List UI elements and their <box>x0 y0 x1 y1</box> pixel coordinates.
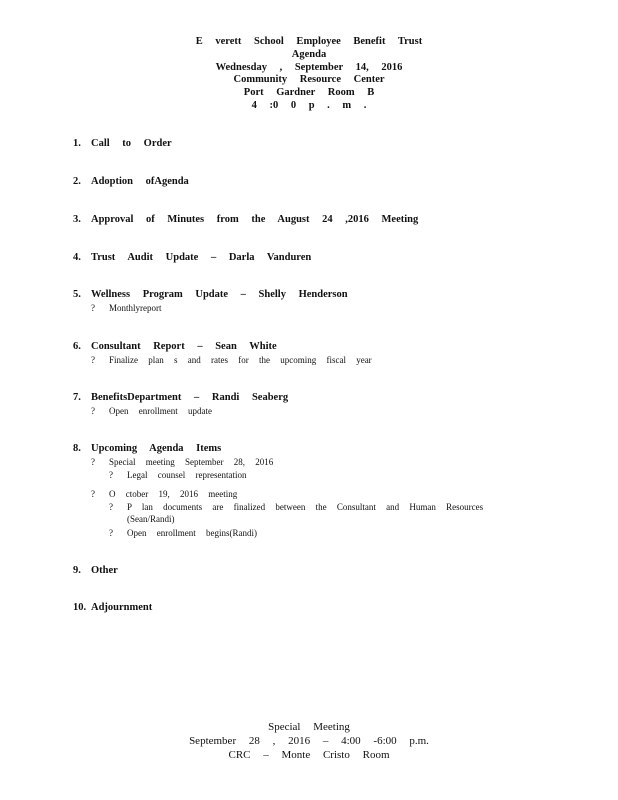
sub-item <box>91 456 483 469</box>
bullet-icon: ? <box>91 406 95 416</box>
item-title: BenefitsDepartment – Randi Seaberg <box>91 392 289 403</box>
doc-title: Agenda <box>291 48 327 60</box>
bullet-icon: ? <box>91 355 95 365</box>
org-title: E verett School Employee Benefit Trust <box>195 36 423 47</box>
meeting-time: 4 :0 0 p . m . <box>251 99 367 111</box>
sub-item-text: O ctober 19, 2016 meeting <box>109 489 238 499</box>
special-meeting-footer <box>0 720 618 762</box>
agenda-item-4 <box>73 252 311 263</box>
item-number: 10. <box>73 602 87 613</box>
item-number: 3. <box>73 214 81 225</box>
bullet-icon: ? <box>91 457 95 467</box>
item-title: Consultant Report – Sean White <box>91 341 277 352</box>
agenda-item-10 <box>73 602 152 613</box>
item-number: 1. <box>73 138 81 149</box>
sub-sub-item <box>109 469 483 482</box>
item-number: 7. <box>73 392 81 403</box>
bullet-icon: ? <box>109 470 113 480</box>
agenda-item-6 <box>73 341 372 367</box>
item-title: Adjournment <box>91 602 153 613</box>
item-number: 4. <box>73 252 81 263</box>
footer-location: CRC – Monte Cristo Room <box>228 749 390 761</box>
sub-item-text: Open enrollment begins(Randi) <box>127 528 257 538</box>
agenda-item-3 <box>73 214 418 225</box>
item-title: Approval of Minutes from the August 24 ,2016 Meeting <box>91 214 419 225</box>
sub-item <box>91 354 372 367</box>
sub-item <box>91 405 288 418</box>
item-title: Trust Audit Update – Darla Vanduren <box>91 252 312 263</box>
item-title: Wellness Program Update – Shelly Henderson <box>91 289 348 300</box>
sub-item-text: Special meeting September 28, 2016 <box>109 457 274 467</box>
meeting-venue: Community Resource Center <box>233 74 385 86</box>
sub-item-text: Finalize plan s and rates for the upcoming fiscal year <box>109 355 372 365</box>
agenda-item-5 <box>73 289 348 315</box>
bullet-icon: ? <box>109 502 113 512</box>
bullet-icon: ? <box>91 489 95 499</box>
item-title: Call to Order <box>91 138 172 149</box>
footer-date: September 28 , 2016 – 4:00 -6:00 p.m. <box>189 735 429 747</box>
meeting-date: Wednesday , September 14, 2016 <box>215 61 403 73</box>
meeting-room: Port Gardner Room B <box>243 87 375 99</box>
footer-title: Special Meeting <box>268 721 350 733</box>
item-number: 2. <box>73 176 81 187</box>
sub-sub-item <box>109 501 483 514</box>
item-number: 5. <box>73 289 81 300</box>
agenda-item-7 <box>73 392 288 418</box>
agenda-header <box>0 36 618 113</box>
agenda-item-1 <box>73 138 172 149</box>
sub-item <box>91 488 483 501</box>
sub-item-text: Legal counsel representation <box>127 470 247 480</box>
sub-item-text: Open enrollment update <box>109 406 212 416</box>
item-title: Other <box>91 565 118 576</box>
agenda-item-9 <box>73 565 118 576</box>
item-title: Adoption ofAgenda <box>91 176 189 187</box>
sub-sub-item <box>109 527 483 540</box>
sub-item-text: P lan documents are finalized between the Consultant and Human Resources <box>127 502 484 512</box>
item-number: 9. <box>73 565 81 576</box>
sub-item-continuation: (Sean/Randi) <box>127 514 175 524</box>
agenda-item-8 <box>73 443 483 540</box>
item-title: Upcoming Agenda Items <box>91 443 222 454</box>
item-number: 6. <box>73 341 81 352</box>
agenda-item-2 <box>73 176 189 187</box>
sub-item-text: Monthlyreport <box>109 303 162 313</box>
item-number: 8. <box>73 443 81 454</box>
bullet-icon: ? <box>91 303 95 313</box>
bullet-icon: ? <box>109 528 113 538</box>
sub-item <box>91 302 348 315</box>
